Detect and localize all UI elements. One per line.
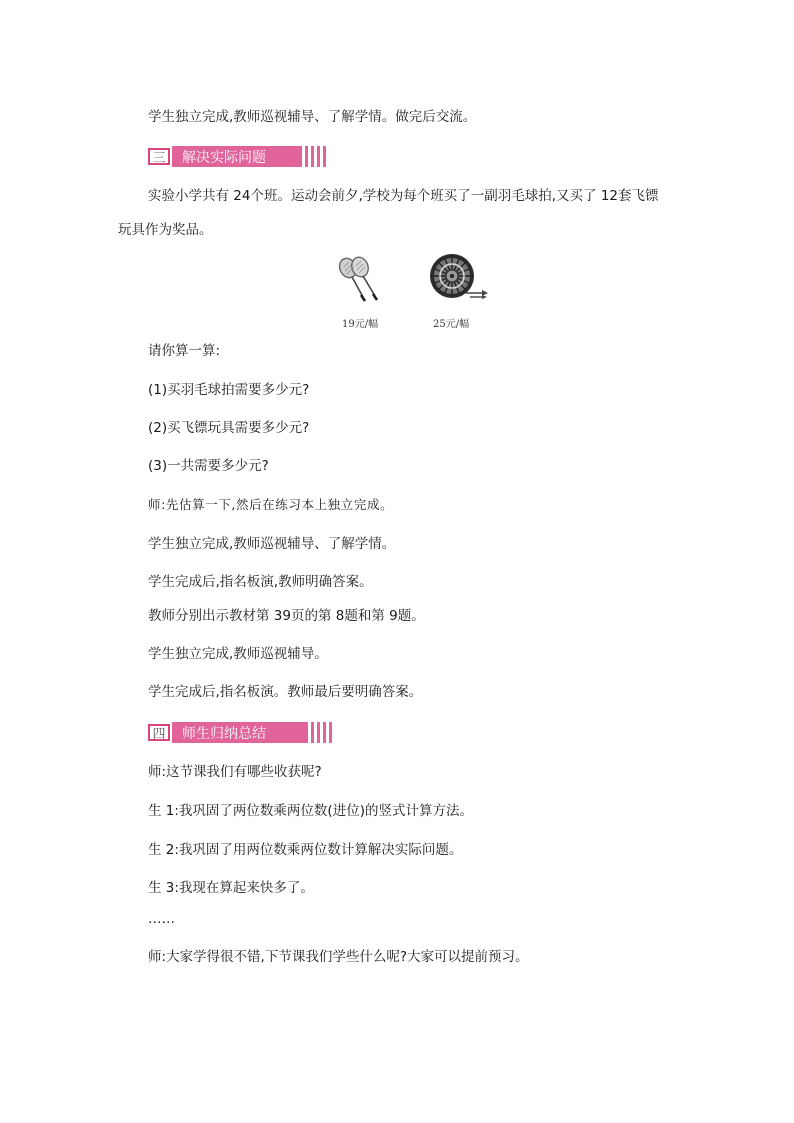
rackets-price-caption: 19元/幅 [342,319,379,330]
paragraph: 师:这节课我们有哪些收获呢? [148,764,322,780]
decorative-stripes [308,722,332,743]
paragraph: …… [148,911,175,927]
paragraph: 学生完成后,指名板演。教师最后要明确答案。 [148,684,423,700]
paragraph: 学生独立完成,教师巡视辅导、了解学情。 [148,536,396,552]
paragraph: 生 1:我巩固了两位数乘两位数(进位)的竖式计算方法。 [148,803,473,819]
section-title: 解决实际问题 [172,146,302,167]
section-number: 四 [148,724,170,741]
product-figures [330,253,490,333]
paragraph: 实验小学共有 24个班。运动会前夕,学校为每个班买了一副羽毛球拍,又买了 12套飞镖 [148,188,659,204]
paragraph: 学生独立完成,教师巡视辅导。 [148,646,328,662]
paragraph: (1)买羽毛球拍需要多少元? [148,382,310,398]
dartboard-icon [428,253,490,303]
paragraph: 师:大家学得很不错,下节课我们学些什么呢?大家可以提前预习。 [148,949,529,965]
section-header-4 [148,722,332,743]
dart-price-caption: 25元/幅 [433,319,470,330]
paragraph: 生 3:我现在算起来快多了。 [148,880,314,896]
paragraph: 教师分别出示教材第 39页的第 8题和第 9题。 [148,608,425,624]
paragraph: 学生完成后,指名板演,教师明确答案。 [148,574,373,590]
section-header-3 [148,146,326,167]
section-number: 三 [148,148,170,165]
paragraph: (2)买飞镖玩具需要多少元? [148,420,310,436]
badminton-rackets-icon [335,255,385,303]
paragraph: 师:先估算一下,然后在练习本上独立完成。 [148,497,394,512]
section-title: 师生归纳总结 [172,722,308,743]
paragraph: 学生独立完成,教师巡视辅导、了解学情。做完后交流。 [148,109,477,125]
paragraph: 请你算一算: [148,343,221,359]
paragraph: (3)一共需要多少元? [148,458,269,474]
paragraph: 玩具作为奖品。 [118,222,213,238]
paragraph: 生 2:我巩固了用两位数乘两位数计算解决实际问题。 [148,842,463,858]
decorative-stripes [302,146,326,167]
